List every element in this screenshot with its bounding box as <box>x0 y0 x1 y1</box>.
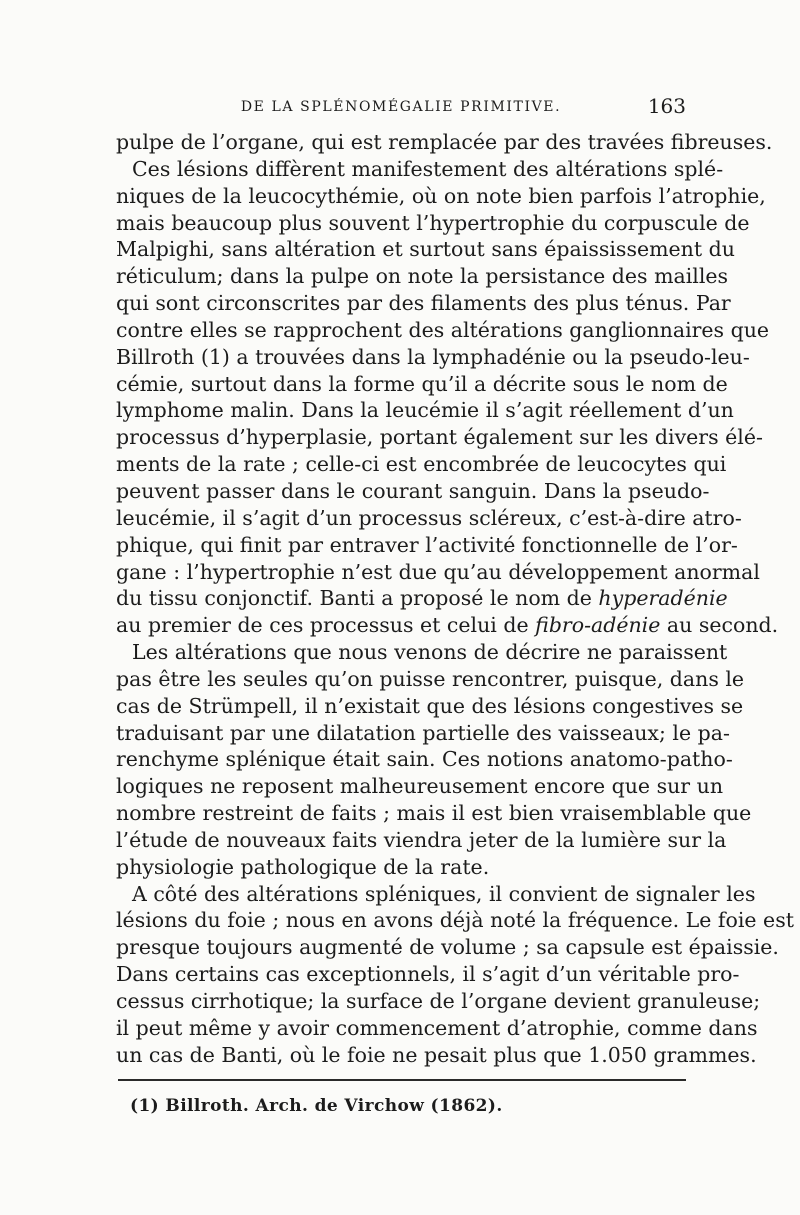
footnote-rule <box>118 1079 686 1081</box>
text-line: nombre restreint de faits ; mais il est bien vraisemblable que <box>116 801 752 826</box>
text-line: gane : l’hypertrophie n’est due qu’au développement anormal <box>116 559 760 584</box>
running-head <box>116 92 686 122</box>
text-line: traduisant par une dilatation partielle des vaisseaux; le pa- <box>116 720 730 745</box>
text-line: Ces lésions diffèrent manifestement des altérations splé- <box>132 156 724 181</box>
text-line: renchyme splénique était sain. Ces notions anatomo-patho- <box>116 747 733 772</box>
text-line: il peut même y avoir commencement d’atrophie, comme dans <box>116 1015 758 1040</box>
text-line: réticulum; dans la pulpe on note la persistance des mailles <box>116 264 729 289</box>
text-line: leucémie, il s’agit d’un processus scléreux, c’est-à-dire atro- <box>116 505 742 530</box>
footnote: (1) Billroth. Arch. de Virchow (1862). <box>130 1096 503 1116</box>
text-line: cessus cirrhotique; la surface de l’organe devient granuleuse; <box>116 989 761 1013</box>
text-line: mais beaucoup plus souvent l’hypertrophie du corpuscule de <box>116 210 750 235</box>
text-line: ments de la rate ; celle-ci est encombrée de leucocytes qui <box>116 452 727 477</box>
text-line <box>116 585 728 612</box>
page-number: 163 <box>647 94 686 118</box>
running-title: DE LA SPLÉNOMÉGALIE PRIMITIVE. <box>240 99 562 115</box>
text-line: physiologie pathologique de la rate. <box>116 854 490 879</box>
text-line: cas de Strümpell, il n’existait que des lésions congestives se <box>116 693 744 718</box>
text-segment: du tissu conjonctif. Banti a proposé le nom de <box>116 586 592 611</box>
text-line: phique, qui finit par entraver l’activité fonctionnelle de l’or- <box>116 532 738 557</box>
text-line: Les altérations que nous venons de décrire ne paraissent <box>132 640 728 665</box>
text-line: niques de la leucocythémie, où on note bien parfois l’atrophie, <box>116 183 766 208</box>
text-line: logiques ne reposent malheureusement encore que sur un <box>116 774 724 799</box>
text-line: lésions du foie ; nous en avons déjà noté la fréquence. Le foie est <box>116 908 794 933</box>
italic-term: hyperadénie <box>598 586 728 611</box>
text-segment: au second. <box>666 613 779 638</box>
text-line: pas être les seules qu’on puisse rencontrer, puisque, dans le <box>116 666 745 691</box>
text-line <box>116 612 779 639</box>
text-line: lymphome malin. Dans la leucémie il s’agit réellement d’un <box>116 398 734 423</box>
text-line: peuvent passer dans le courant sanguin. Dans la pseudo- <box>116 478 710 503</box>
body-text <box>116 129 794 1069</box>
text-line: contre elles se rapprochent des altérations ganglionnaires que <box>116 317 770 342</box>
text-line: l’étude de nouveaux faits viendra jeter de la lumière sur la <box>116 827 727 852</box>
text-line: processus d’hyperplasie, portant également sur les divers élé- <box>116 425 763 450</box>
text-line: Billroth (1) a trouvées dans la lymphadénie ou la pseudo-leu- <box>116 344 750 369</box>
text-line: pulpe de l’organe, qui est remplacée par des travées fibreuses. <box>116 130 773 154</box>
text-line: A côté des altérations spléniques, il convient de signaler les <box>132 881 756 906</box>
text-segment: au premier de ces processus et celui de <box>116 613 529 638</box>
italic-term: fibro-adénie <box>535 613 661 638</box>
text-line: qui sont circonscrites par des filaments des plus ténus. Par <box>116 291 731 316</box>
text-line: Malpighi, sans altération et surtout sans épaississement du <box>116 237 735 262</box>
text-line: presque toujours augmenté de volume ; sa capsule est épaissie. <box>116 935 779 960</box>
text-line: un cas de Banti, où le foie ne pesait plus que 1.050 grammes. <box>116 1042 757 1067</box>
text-line: cémie, surtout dans la forme qu’il a décrite sous le nom de <box>116 371 728 396</box>
text-line: Dans certains cas exceptionnels, il s’agit d’un véritable pro- <box>116 962 740 987</box>
